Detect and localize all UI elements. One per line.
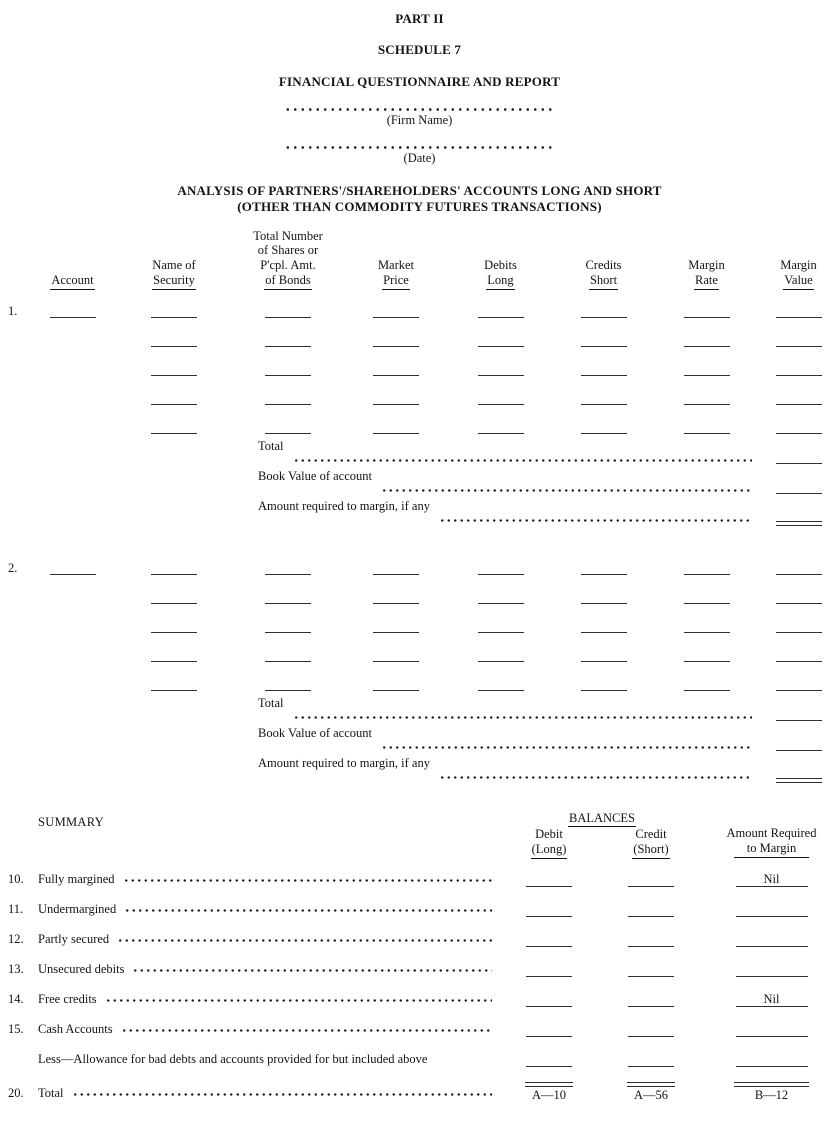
balances-label: BALANCES [569,810,635,825]
item-number: 20. [8,1085,24,1100]
debits-blank [478,375,524,376]
margin-rate-blank [684,404,730,405]
security-blank [151,346,197,347]
amount-value: Nil [763,992,780,1006]
market-price-blank [373,433,419,434]
margin-rate-blank [684,661,730,662]
summary-section [0,811,839,1104]
table-row [0,352,839,381]
security-blank [151,574,197,575]
amount-footnote: B—12 [754,1088,789,1103]
security-blank [151,632,197,633]
item-number: 15. [8,1021,24,1036]
item-number: 11. [8,901,24,916]
table-row [0,580,839,609]
total-line [0,696,839,726]
credits-blank [581,317,627,318]
col-amount-required: Amount Required to Margin [704,811,839,858]
security-blank [151,375,197,376]
dotted-leader [123,876,492,885]
credits-blank [581,574,627,575]
amount-blank [736,976,808,977]
shares-blank [265,317,311,318]
amount-blank [736,946,808,947]
dotted-leader [132,966,492,975]
col-security: Name of Security [115,229,233,290]
margin-rate-blank [684,690,730,691]
credits-blank [581,404,627,405]
amount-total-rule [734,1082,809,1087]
summary-row-less-allowance [0,1039,839,1069]
credit-blank [628,1006,674,1007]
dotted-leader [293,456,752,465]
summary-row-cash-accounts [0,1009,839,1039]
item-number: 12. [8,931,24,946]
security-blank [151,603,197,604]
summary-row-unsecured-debits [0,949,839,979]
amount-blank [736,886,808,887]
debit-total-rule [525,1082,573,1087]
balances-header [500,811,704,860]
debit-blank [526,976,572,977]
section-number: 2. [8,560,18,575]
shares-blank [265,632,311,633]
margin-rate-blank [684,632,730,633]
section-2 [0,551,839,786]
market-price-blank [373,632,419,633]
col-credit-short: Credit (Short) [598,827,704,859]
debits-blank [478,574,524,575]
debit-footnote: A—10 [531,1088,567,1103]
shares-blank [265,603,311,604]
dotted-leader [105,996,492,1005]
dotted-leader [117,936,492,945]
dotted-leader [124,906,492,915]
total-blank [776,720,822,721]
table-header [0,229,839,290]
firm-name-caption: (Firm Name) [386,112,453,127]
debit-blank [526,946,572,947]
row-label: Partly secured [38,931,110,946]
row-label: Unsecured debits [38,961,125,976]
credits-blank [581,346,627,347]
margin-required-blank [776,521,822,526]
col-margin-value: Margin Value [758,229,839,290]
market-price-blank [373,690,419,691]
book-value-blank [776,493,822,494]
credit-footnote: A—56 [633,1088,669,1103]
shares-blank [265,346,311,347]
margin-value-blank [776,574,822,575]
credits-blank [581,375,627,376]
col-debit-long: Debit (Long) [500,827,598,859]
margin-required-label: Amount required to margin, if any [258,755,430,770]
credits-blank [581,603,627,604]
row-label: Less—Allowance for bad debts and accounts provided for but included above [38,1051,428,1066]
security-blank [151,404,197,405]
credit-blank [628,886,674,887]
security-blank [151,433,197,434]
margin-rate-blank [684,317,730,318]
item-number [0,1067,30,1069]
market-price-blank [373,574,419,575]
section-number: 1. [8,303,18,318]
market-price-blank [373,317,419,318]
date-field [0,145,839,167]
shares-blank [265,661,311,662]
item-number: 14. [8,991,24,1006]
book-value-label: Book Value of account [258,468,372,483]
market-price-blank [373,603,419,604]
credit-blank [628,946,674,947]
amount-blank [736,1036,808,1037]
book-value-blank [776,750,822,751]
debits-blank [478,433,524,434]
table-row [0,551,839,580]
debit-blank [526,1066,572,1067]
table-row [0,609,839,638]
debit-blank [526,1036,572,1037]
firm-name-field [0,107,839,129]
debits-blank [478,632,524,633]
account-blank [50,574,96,575]
margin-rate-blank [684,603,730,604]
date-blank [284,145,556,150]
security-blank [151,661,197,662]
credits-blank [581,661,627,662]
row-label: Fully margined [38,871,115,886]
margin-rate-blank [684,375,730,376]
debits-blank [478,346,524,347]
credits-blank [581,632,627,633]
margin-required-line [0,756,839,786]
shares-blank [265,574,311,575]
row-label: Total [38,1085,64,1100]
credit-blank [628,976,674,977]
debits-blank [478,690,524,691]
margin-value-blank [776,690,822,691]
debit-blank [526,1006,572,1007]
item-number: 13. [8,961,24,976]
total-line [0,439,839,469]
margin-value-blank [776,404,822,405]
summary-row-free-credits [0,979,839,1009]
summary-row-undermargined [0,889,839,919]
table-row [0,667,839,696]
security-blank [151,317,197,318]
total-label: Total [258,438,284,453]
part-title: PART II [395,11,444,26]
market-price-blank [373,346,419,347]
date-caption: (Date) [403,151,436,166]
margin-rate-blank [684,574,730,575]
table-row [0,323,839,352]
debits-blank [478,603,524,604]
summary-row-fully-margined [0,859,839,889]
market-price-blank [373,404,419,405]
document-header [0,0,839,216]
total-blank [776,463,822,464]
analysis-title [0,183,839,216]
margin-required-label: Amount required to margin, if any [258,498,430,513]
dotted-leader [381,743,752,752]
analysis-title-line1: ANALYSIS OF PARTNERS'/SHAREHOLDERS' ACCOUNTS LONG AND SHORT [177,183,662,198]
table-row [0,410,839,439]
row-label: Undermargined [38,901,117,916]
margin-value-blank [776,433,822,434]
number-gutter [0,229,30,290]
item-number: 10. [8,871,24,886]
dotted-leader [439,516,752,525]
security-blank [151,690,197,691]
table-row [0,381,839,410]
margin-value-blank [776,661,822,662]
credits-blank [581,690,627,691]
dotted-leader [121,1026,492,1035]
credit-blank [628,1036,674,1037]
dotted-leader [439,773,752,782]
credit-total-rule [627,1082,675,1087]
col-market-price: Market Price [343,229,449,290]
shares-blank [265,375,311,376]
margin-rate-blank [684,433,730,434]
row-label: Free credits [38,991,97,1006]
schedule-title: SCHEDULE 7 [377,42,462,58]
summary-row-partly-secured [0,919,839,949]
summary-heading: SUMMARY [38,814,105,829]
debit-blank [526,886,572,887]
amount-blank [736,1006,808,1007]
market-price-blank [373,375,419,376]
analysis-title-line2: (OTHER THAN COMMODITY FUTURES TRANSACTIONS) [237,199,602,215]
table-row [0,638,839,667]
margin-rate-blank [684,346,730,347]
book-value-line [0,726,839,756]
margin-required-blank [776,778,822,783]
shares-blank [265,404,311,405]
credit-blank [628,1066,674,1067]
margin-value-blank [776,317,822,318]
total-label: Total [258,695,284,710]
debits-blank [478,661,524,662]
credits-blank [581,433,627,434]
col-account: Account [30,229,115,290]
summary-header [0,811,839,860]
dotted-leader [381,486,752,495]
book-value-label: Book Value of account [258,725,372,740]
amount-blank [736,1066,808,1067]
firm-name-blank [284,107,556,112]
row-label: Cash Accounts [38,1021,113,1036]
debits-blank [478,317,524,318]
amount-blank [736,916,808,917]
shares-blank [265,690,311,691]
dotted-leader [293,713,752,722]
table-row [0,294,839,323]
market-price-blank [373,661,419,662]
margin-required-line [0,499,839,529]
debit-blank [526,916,572,917]
col-credits-short: Credits Short [552,229,655,290]
account-blank [50,317,96,318]
margin-value-blank [776,603,822,604]
book-value-line [0,469,839,499]
document-title: FINANCIAL QUESTIONNAIRE AND REPORT [278,73,561,89]
debits-blank [478,404,524,405]
margin-value-blank [776,375,822,376]
shares-blank [265,433,311,434]
credit-blank [628,916,674,917]
dotted-leader [72,1090,492,1099]
section-1 [0,294,839,529]
amount-value: Nil [763,872,780,886]
margin-value-blank [776,346,822,347]
col-margin-rate: Margin Rate [655,229,758,290]
col-debits-long: Debits Long [449,229,552,290]
summary-row-total [0,1069,839,1103]
col-shares: Total Number of Shares or P'cpl. Amt. of Bonds [233,229,343,290]
margin-value-blank [776,632,822,633]
